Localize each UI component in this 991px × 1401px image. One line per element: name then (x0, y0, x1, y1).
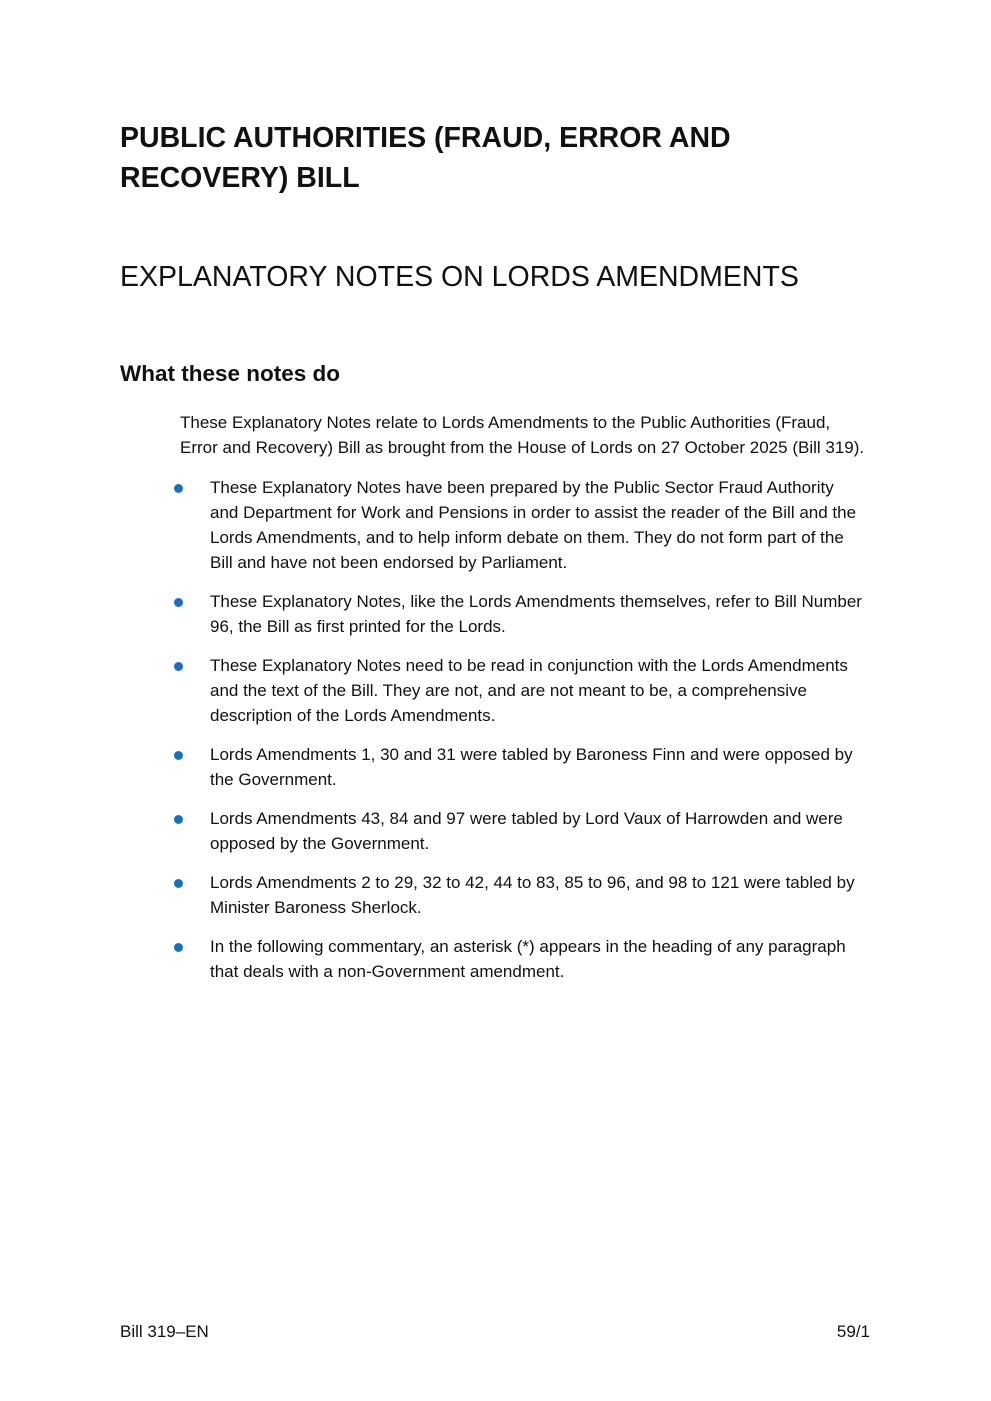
section-heading: What these notes do (120, 361, 341, 386)
footer-bill-number: Bill 319–EN (120, 1322, 209, 1341)
list-item (180, 475, 862, 575)
list-item-text: Lords Amendments 43, 84 and 97 were tabled by Lord Vaux of Harrowden and were opposed by the Government. (210, 809, 843, 853)
list-item (180, 589, 862, 639)
document-subtitle: EXPLANATORY NOTES ON LORDS AMENDMENTS (120, 261, 799, 293)
bullet-icon (174, 815, 183, 824)
list-item (180, 742, 862, 792)
bullet-icon (174, 662, 183, 671)
footer-page-number: 59/1 (836, 1322, 870, 1341)
bullet-icon (174, 751, 183, 760)
list-item (180, 870, 862, 920)
list-item-text: These Explanatory Notes have been prepared by the Public Sector Fraud Authority and Department for Work and Pensions in order to assist the reader of the Bill and the Lords Amendments, and to help inform debate on them. They do not form part of the Bill and have not been endorsed by Parliament. (210, 478, 857, 572)
list-item-text: These Explanatory Notes, like the Lords Amendments themselves, refer to Bill Number 96, the Bill as first printed for the Lords. (210, 592, 862, 636)
list-item (180, 653, 862, 728)
document-title: PUBLIC AUTHORITIES (FRAUD, ERROR AND RECOVERY) BILL (120, 122, 731, 194)
notes-list (180, 475, 870, 984)
list-item (180, 934, 862, 984)
list-item-text: These Explanatory Notes need to be read in conjunction with the Lords Amendments and the text of the Bill. They are not, and are not meant to be, a comprehensive description of the Lords Amendments. (210, 656, 848, 725)
list-item-text: Lords Amendments 2 to 29, 32 to 42, 44 to 83, 85 to 96, and 98 to 121 were tabled by Minister Baroness Sherlock. (210, 873, 855, 917)
intro-paragraph: These Explanatory Notes relate to Lords Amendments to the Public Authorities (Fraud, Error and Recovery) Bill as brought from the House of Lords on 27 October 2025 (Bill 319). (180, 413, 865, 457)
bullet-icon (174, 484, 183, 493)
bullet-icon (174, 943, 183, 952)
list-item-text: Lords Amendments 1, 30 and 31 were tabled by Baroness Finn and were opposed by the Government. (210, 745, 853, 789)
bullet-icon (174, 879, 183, 888)
section-body (180, 410, 870, 998)
list-item-text: In the following commentary, an asterisk (*) appears in the heading of any paragraph that deals with a non-Government amendment. (210, 937, 846, 981)
list-item (180, 806, 862, 856)
bullet-icon (174, 598, 183, 607)
